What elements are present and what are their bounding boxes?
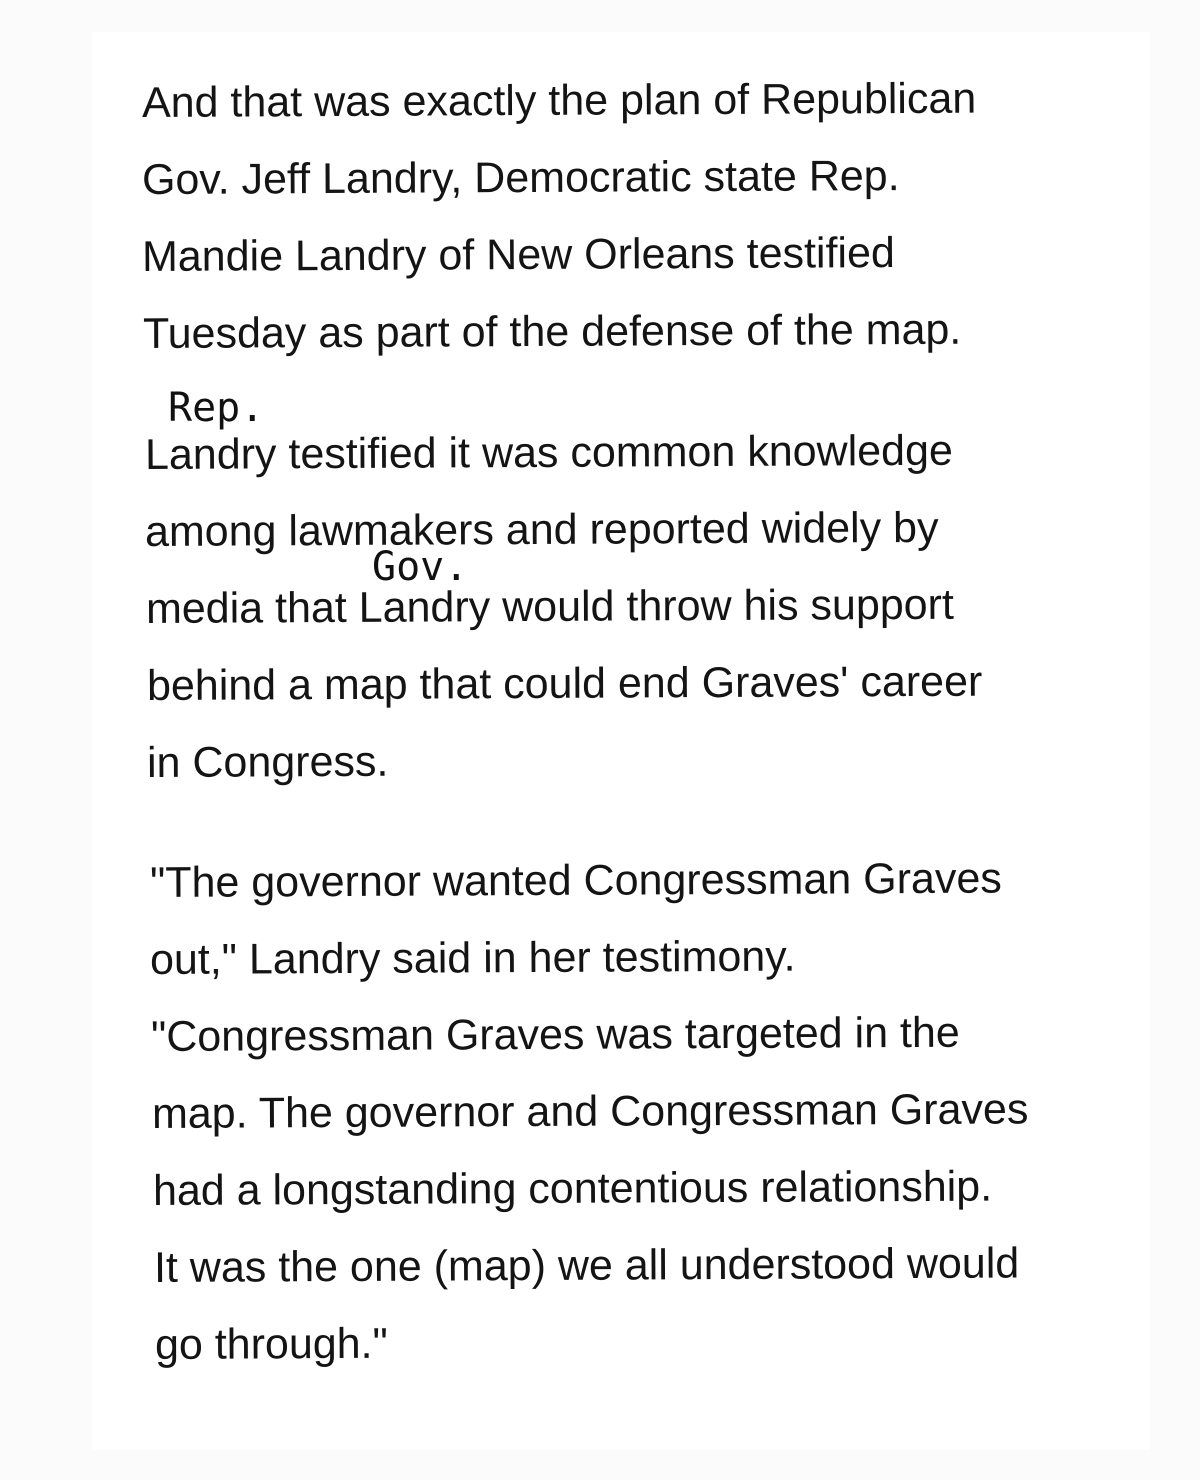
text-line: "The governor wanted Congressman Graves — [149, 854, 1002, 907]
text-line: map. The governor and Congressman Graves — [151, 1085, 1029, 1138]
text-line: among lawmakers and reported widely by — [144, 503, 939, 556]
text-line: Tuesday as part of the defense of the map. — [142, 305, 962, 358]
text-line: media that Landry would throw his support — [145, 580, 955, 633]
annotation-rep: Rep. — [168, 385, 265, 431]
text-line: Gov. Jeff Landry, Democratic state Rep. — [141, 152, 900, 204]
text-line: Mandie Landry of New Orleans testified — [141, 229, 896, 281]
text-line: had a longstanding contentious relationship. — [152, 1162, 993, 1215]
text-line: behind a map that could end Graves' career — [146, 657, 983, 710]
text-line: It was the one (map) we all understood would — [153, 1239, 1020, 1292]
text-line: Landry testified it was common knowledge — [144, 426, 953, 479]
text-line: out," Landry said in her testimony. — [149, 932, 796, 984]
text-line: go through." — [154, 1319, 388, 1369]
annotation-gov: Gov. — [372, 544, 469, 590]
text-line: And that was exactly the plan of Republican — [141, 74, 977, 127]
text-line: in Congress. — [146, 737, 389, 787]
text-line: "Congressman Graves was targeted in the — [150, 1008, 960, 1061]
